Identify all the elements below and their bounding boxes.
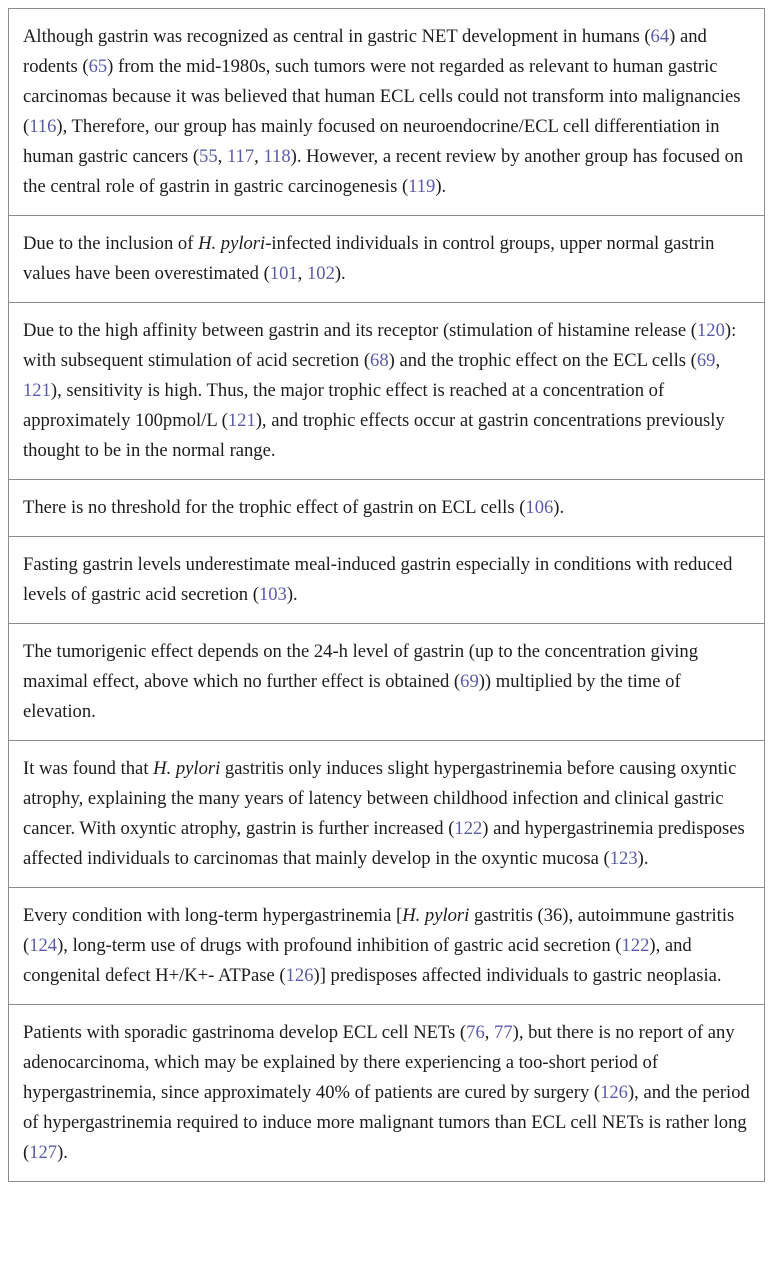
cell-text: , [715, 350, 721, 371]
cell-text: ), and trophic effects occur at gastrin concentrations previously thought to be in the normal range. [23, 410, 725, 461]
table-cell [9, 480, 765, 537]
citation-link[interactable]: 64 [650, 26, 670, 47]
citation-link[interactable]: 116 [29, 116, 57, 137]
cell-text: ). [637, 848, 649, 869]
cell-text: Patients with sporadic gastrinoma develop ECL cell NETs ( [23, 1022, 467, 1043]
cell-text: The tumorigenic effect depends on the 24-h level of gastrin (up to the concentration giving maximal effect, above which no further effect is obtained ( [23, 641, 699, 692]
citation-link[interactable]: 121 [23, 380, 51, 401]
table-cell [9, 741, 765, 888]
table-row [9, 1005, 765, 1182]
cell-text: ), Therefore, our group has mainly focused on neuroendocrine/ECL cell differentiation in human gastric cancers ( [23, 116, 720, 167]
citation-link[interactable]: 117 [226, 146, 255, 167]
citation-link[interactable]: 68 [370, 350, 389, 371]
cell-text: ), sensitivity is high. Thus, the major trophic effect is reached at a concentration of approximately 100pmol/L ( [23, 380, 665, 431]
citation-link[interactable]: 106 [525, 497, 554, 518]
table-cell [9, 9, 765, 216]
facts-table-container [8, 8, 765, 1182]
citation-link[interactable]: 69 [696, 350, 716, 371]
citation-link[interactable]: 55 [199, 146, 218, 167]
cell-text: ). However, a recent review by another group has focused on the central role of gastrin in gastric carcinogenesis ( [23, 146, 744, 197]
cell-text: It was found that [23, 758, 154, 779]
cell-text: ), and congenital defect H+/K+- ATPase ( [23, 935, 692, 986]
citation-link[interactable]: 122 [621, 935, 650, 956]
citation-link[interactable]: 122 [454, 818, 483, 839]
citation-link[interactable]: 101 [269, 263, 298, 284]
table-row [9, 480, 765, 537]
table-cell [9, 303, 765, 480]
cell-text: ): with subsequent stimulation of acid secretion ( [23, 320, 737, 371]
cell-text: ). [334, 263, 346, 284]
facts-table-body [9, 9, 765, 1182]
table-row [9, 741, 765, 888]
table-cell [9, 216, 765, 303]
table-cell [9, 624, 765, 741]
cell-text: ). [57, 1142, 68, 1163]
citation-link[interactable]: 77 [494, 1022, 513, 1043]
cell-text: Due to the high affinity between gastrin and its receptor (stimulation of histamine release ( [23, 320, 697, 341]
cell-text: , [484, 1022, 495, 1043]
cell-text: ). [553, 497, 565, 518]
table-row [9, 216, 765, 303]
cell-text: ) and rodents ( [23, 26, 707, 77]
cell-text: Due to the inclusion of [23, 233, 199, 254]
citation-link[interactable]: 65 [88, 56, 108, 77]
table-cell [9, 888, 765, 1005]
table-row [9, 303, 765, 480]
cell-text: ), but there is no report of any adenocarcinoma, which may be explained by there experiencing a too-short period of hypergastrinemia, since approximately 40% of patients are cured by surgery ( [23, 1022, 735, 1103]
cell-text: Every condition with long-term hypergastrinemia [ [23, 905, 403, 926]
table-row [9, 888, 765, 1005]
cell-text: ) from the mid-1980s, such tumors were not regarded as relevant to human gastric carcinomas because it was believed that human ECL cells could not transform into malignancies ( [23, 56, 741, 137]
citation-link[interactable]: 102 [306, 263, 335, 284]
table-row [9, 9, 765, 216]
cell-text: )) multiplied by the time of elevation. [23, 671, 681, 722]
cell-text: Although gastrin was recognized as central in gastric NET development in humans ( [23, 26, 651, 47]
cell-text: ). [435, 176, 447, 197]
cell-text: , [254, 146, 264, 167]
cell-text: , [217, 146, 227, 167]
citation-link[interactable]: 118 [263, 146, 291, 167]
cell-text: )] predisposes affected individuals to gastric neoplasia. [313, 965, 722, 986]
cell-text: ), long-term use of drugs with profound inhibition of gastric acid secretion ( [57, 935, 622, 956]
cell-text: gastritis (36), autoimmune gastritis ( [23, 905, 735, 956]
citation-link[interactable]: 126 [600, 1082, 628, 1103]
table-cell [9, 1005, 765, 1182]
cell-text: ) and the trophic effect on the ECL cells ( [388, 350, 697, 371]
citation-link[interactable]: 126 [285, 965, 314, 986]
citation-link[interactable]: 103 [258, 584, 287, 605]
citation-link[interactable]: 119 [408, 176, 436, 197]
species-name: H. pylori [153, 758, 221, 779]
citation-link[interactable]: 76 [466, 1022, 485, 1043]
citation-link[interactable]: 120 [697, 320, 725, 341]
cell-text: ). [286, 584, 298, 605]
citation-link[interactable]: 123 [609, 848, 638, 869]
table-cell [9, 537, 765, 624]
species-name: H. pylori [198, 233, 266, 254]
cell-text: There is no threshold for the trophic effect of gastrin on ECL cells ( [23, 497, 526, 518]
cell-text: Fasting gastrin levels underestimate meal-induced gastrin especially in conditions with reduced levels of gastric acid secretion ( [23, 554, 733, 605]
citation-link[interactable]: 124 [29, 935, 58, 956]
citation-link[interactable]: 127 [29, 1142, 58, 1163]
species-name: H. pylori [402, 905, 470, 926]
cell-text: ), and the period of hypergastrinemia required to induce more malignant tumors than ECL cell NETs is rather long ( [23, 1082, 750, 1163]
cell-text: gastritis only induces slight hypergastrinemia before causing oxyntic atrophy, explaining the many years of latency between childhood infection and clinical gastric cancer. With oxyntic atrophy, gastrin is further increased ( [23, 758, 737, 839]
cell-text: , [297, 263, 307, 284]
table-row [9, 537, 765, 624]
facts-table [8, 8, 765, 1182]
cell-text: ) and hypergastrinemia predisposes affected individuals to carcinomas that mainly develop in the oxyntic mucosa ( [23, 818, 745, 869]
table-row [9, 624, 765, 741]
citation-link[interactable]: 69 [460, 671, 479, 692]
citation-link[interactable]: 121 [227, 410, 256, 431]
cell-text: -infected individuals in control groups, upper normal gastrin values have been overestimated ( [23, 233, 715, 284]
